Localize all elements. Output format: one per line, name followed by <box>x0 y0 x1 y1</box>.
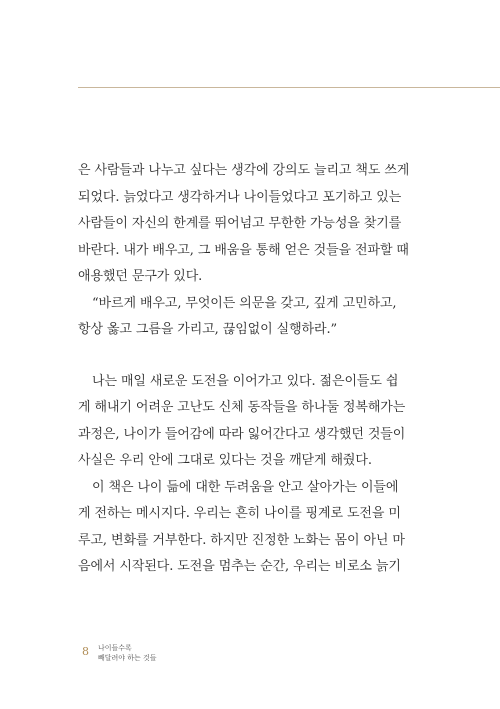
text-line: 되었다. 늙었다고 생각하거나 나이들었다고 포기하고 있는 <box>78 189 402 205</box>
quote-line: “바르게 배우고, 무엇이든 의문을 갖고, 깊게 고민하고, <box>92 295 397 311</box>
text-line: 바란다. 내가 배우고, 그 배움을 통해 얻은 것들을 전파할 때 <box>78 242 409 258</box>
running-title-line: 빼달려야 하는 것들 <box>98 654 157 662</box>
header-divider <box>78 87 500 88</box>
text-line: 애용했던 문구가 있다. <box>78 269 203 284</box>
paragraph-gap <box>78 344 418 369</box>
running-title <box>98 643 238 663</box>
text-line: 나는 매일 새로운 도전을 이어가고 있다. 젊은이들도 쉽 <box>92 373 399 389</box>
running-title-line: 나이들수록 <box>98 644 132 652</box>
text-line: 사실은 우리 안에 그대로 있다는 것을 깨닫게 해줬다. <box>78 453 372 468</box>
text-line: 게 전하는 메시지다. 우리는 흔히 나이를 핑계로 도전을 미 <box>78 506 401 521</box>
text-line: 게 해내기 어려운 고난도 신체 동작들을 하나둘 정복해가는 <box>78 400 406 415</box>
body-text <box>78 158 418 581</box>
text-line: 과정은, 나이가 들어감에 따라 잃어간다고 생각했던 것들이 <box>78 426 406 442</box>
text-line: 루고, 변화를 거부한다. 하지만 진정한 노화는 몸이 아닌 마 <box>78 532 405 548</box>
quote-line: 항상 옳고 그름을 가리고, 끊임없이 실행하라.” <box>78 322 338 337</box>
text-line: 이 책은 나이 듦에 대한 두려움을 안고 살아가는 이들에 <box>92 479 399 495</box>
text-line: 음에서 시작된다. 도전을 멈추는 순간, 우리는 비로소 늙기 <box>78 559 401 574</box>
text-line: 은 사람들과 나누고 싶다는 생각에 강의도 늘리고 책도 쓰게 <box>78 163 410 178</box>
page-number: 8 <box>82 645 89 658</box>
text-line: 사람들이 자신의 한계를 뛰어넘고 무한한 가능성을 찾기를 <box>78 216 402 231</box>
